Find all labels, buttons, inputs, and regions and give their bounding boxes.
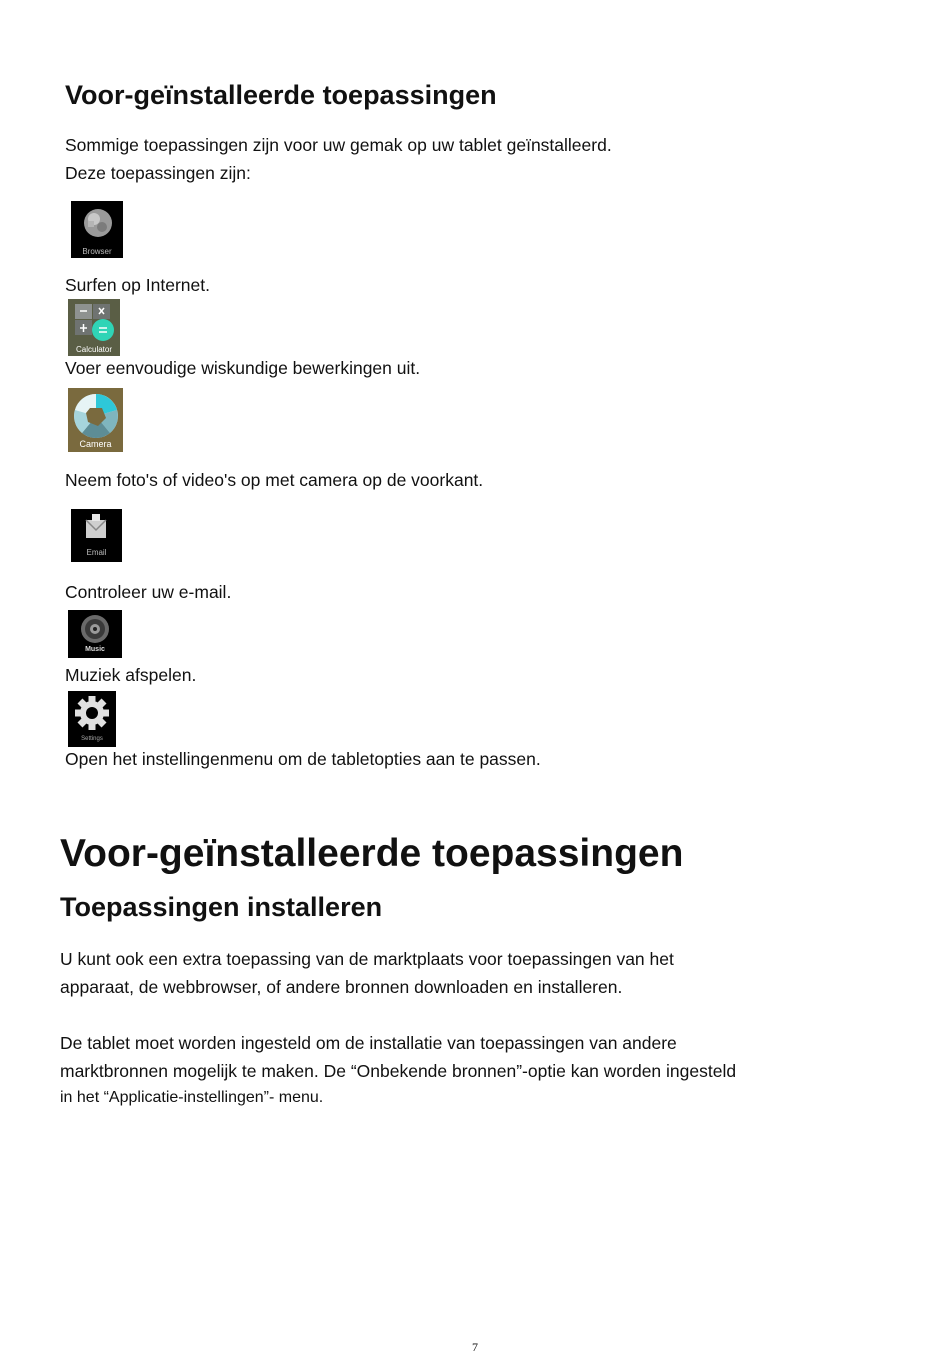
app-description-settings: Open het instellingenmenu om de tabletopties aan te passen. <box>65 749 541 769</box>
app-description-email: Controleer uw e-mail. <box>65 582 232 602</box>
music-icon-label: Music <box>85 646 105 653</box>
intro-line-2: Deze toepassingen zijn: <box>65 163 251 183</box>
intro-line-1: Sommige toepassingen zijn voor uw gemak op uw tablet geïnstalleerd. <box>65 135 612 155</box>
app-description-camera: Neem foto's of video's op met camera op de voorkant. <box>65 470 484 490</box>
section-title: Voor-geïnstalleerde toepassingen <box>65 80 497 110</box>
calculator-icon[interactable] <box>68 299 120 356</box>
page-number: 7 <box>472 1340 478 1354</box>
email-icon-label: Email <box>86 548 107 557</box>
calculator-icon-label: Calculator <box>75 345 112 354</box>
paragraph-2-line-1: De tablet moet worden ingesteld om de installatie van toepassingen van andere <box>60 1033 677 1053</box>
paragraph-2-line-3: in het “Applicatie-instellingen”- menu. <box>60 1089 324 1106</box>
paragraph-2-line-2: marktbronnen mogelijk te maken. De “Onbekende bronnen”-optie kan worden ingesteld <box>60 1061 737 1081</box>
email-icon[interactable] <box>71 509 122 562</box>
camera-icon-label: Camera <box>79 439 112 449</box>
app-description-music: Muziek afspelen. <box>65 665 197 685</box>
music-icon[interactable] <box>68 610 122 658</box>
page-title: Voor-geïnstalleerde toepassingen <box>60 832 684 875</box>
app-description-calculator: Voer eenvoudige wiskundige bewerkingen uit. <box>65 358 421 378</box>
settings-icon[interactable] <box>68 691 116 747</box>
browser-icon[interactable] <box>71 201 123 258</box>
section-subtitle: Toepassingen installeren <box>60 892 383 922</box>
app-description-browser: Surfen op Internet. <box>65 275 210 295</box>
paragraph-1-line-2: apparaat, de webbrowser, of andere bronnen downloaden en installeren. <box>60 977 623 997</box>
browser-icon-label: Browser <box>82 247 112 256</box>
camera-icon[interactable] <box>68 388 123 452</box>
paragraph-1-line-1: U kunt ook een extra toepassing van de marktplaats voor toepassingen van het <box>60 949 674 969</box>
settings-icon-label: Settings <box>81 736 103 742</box>
